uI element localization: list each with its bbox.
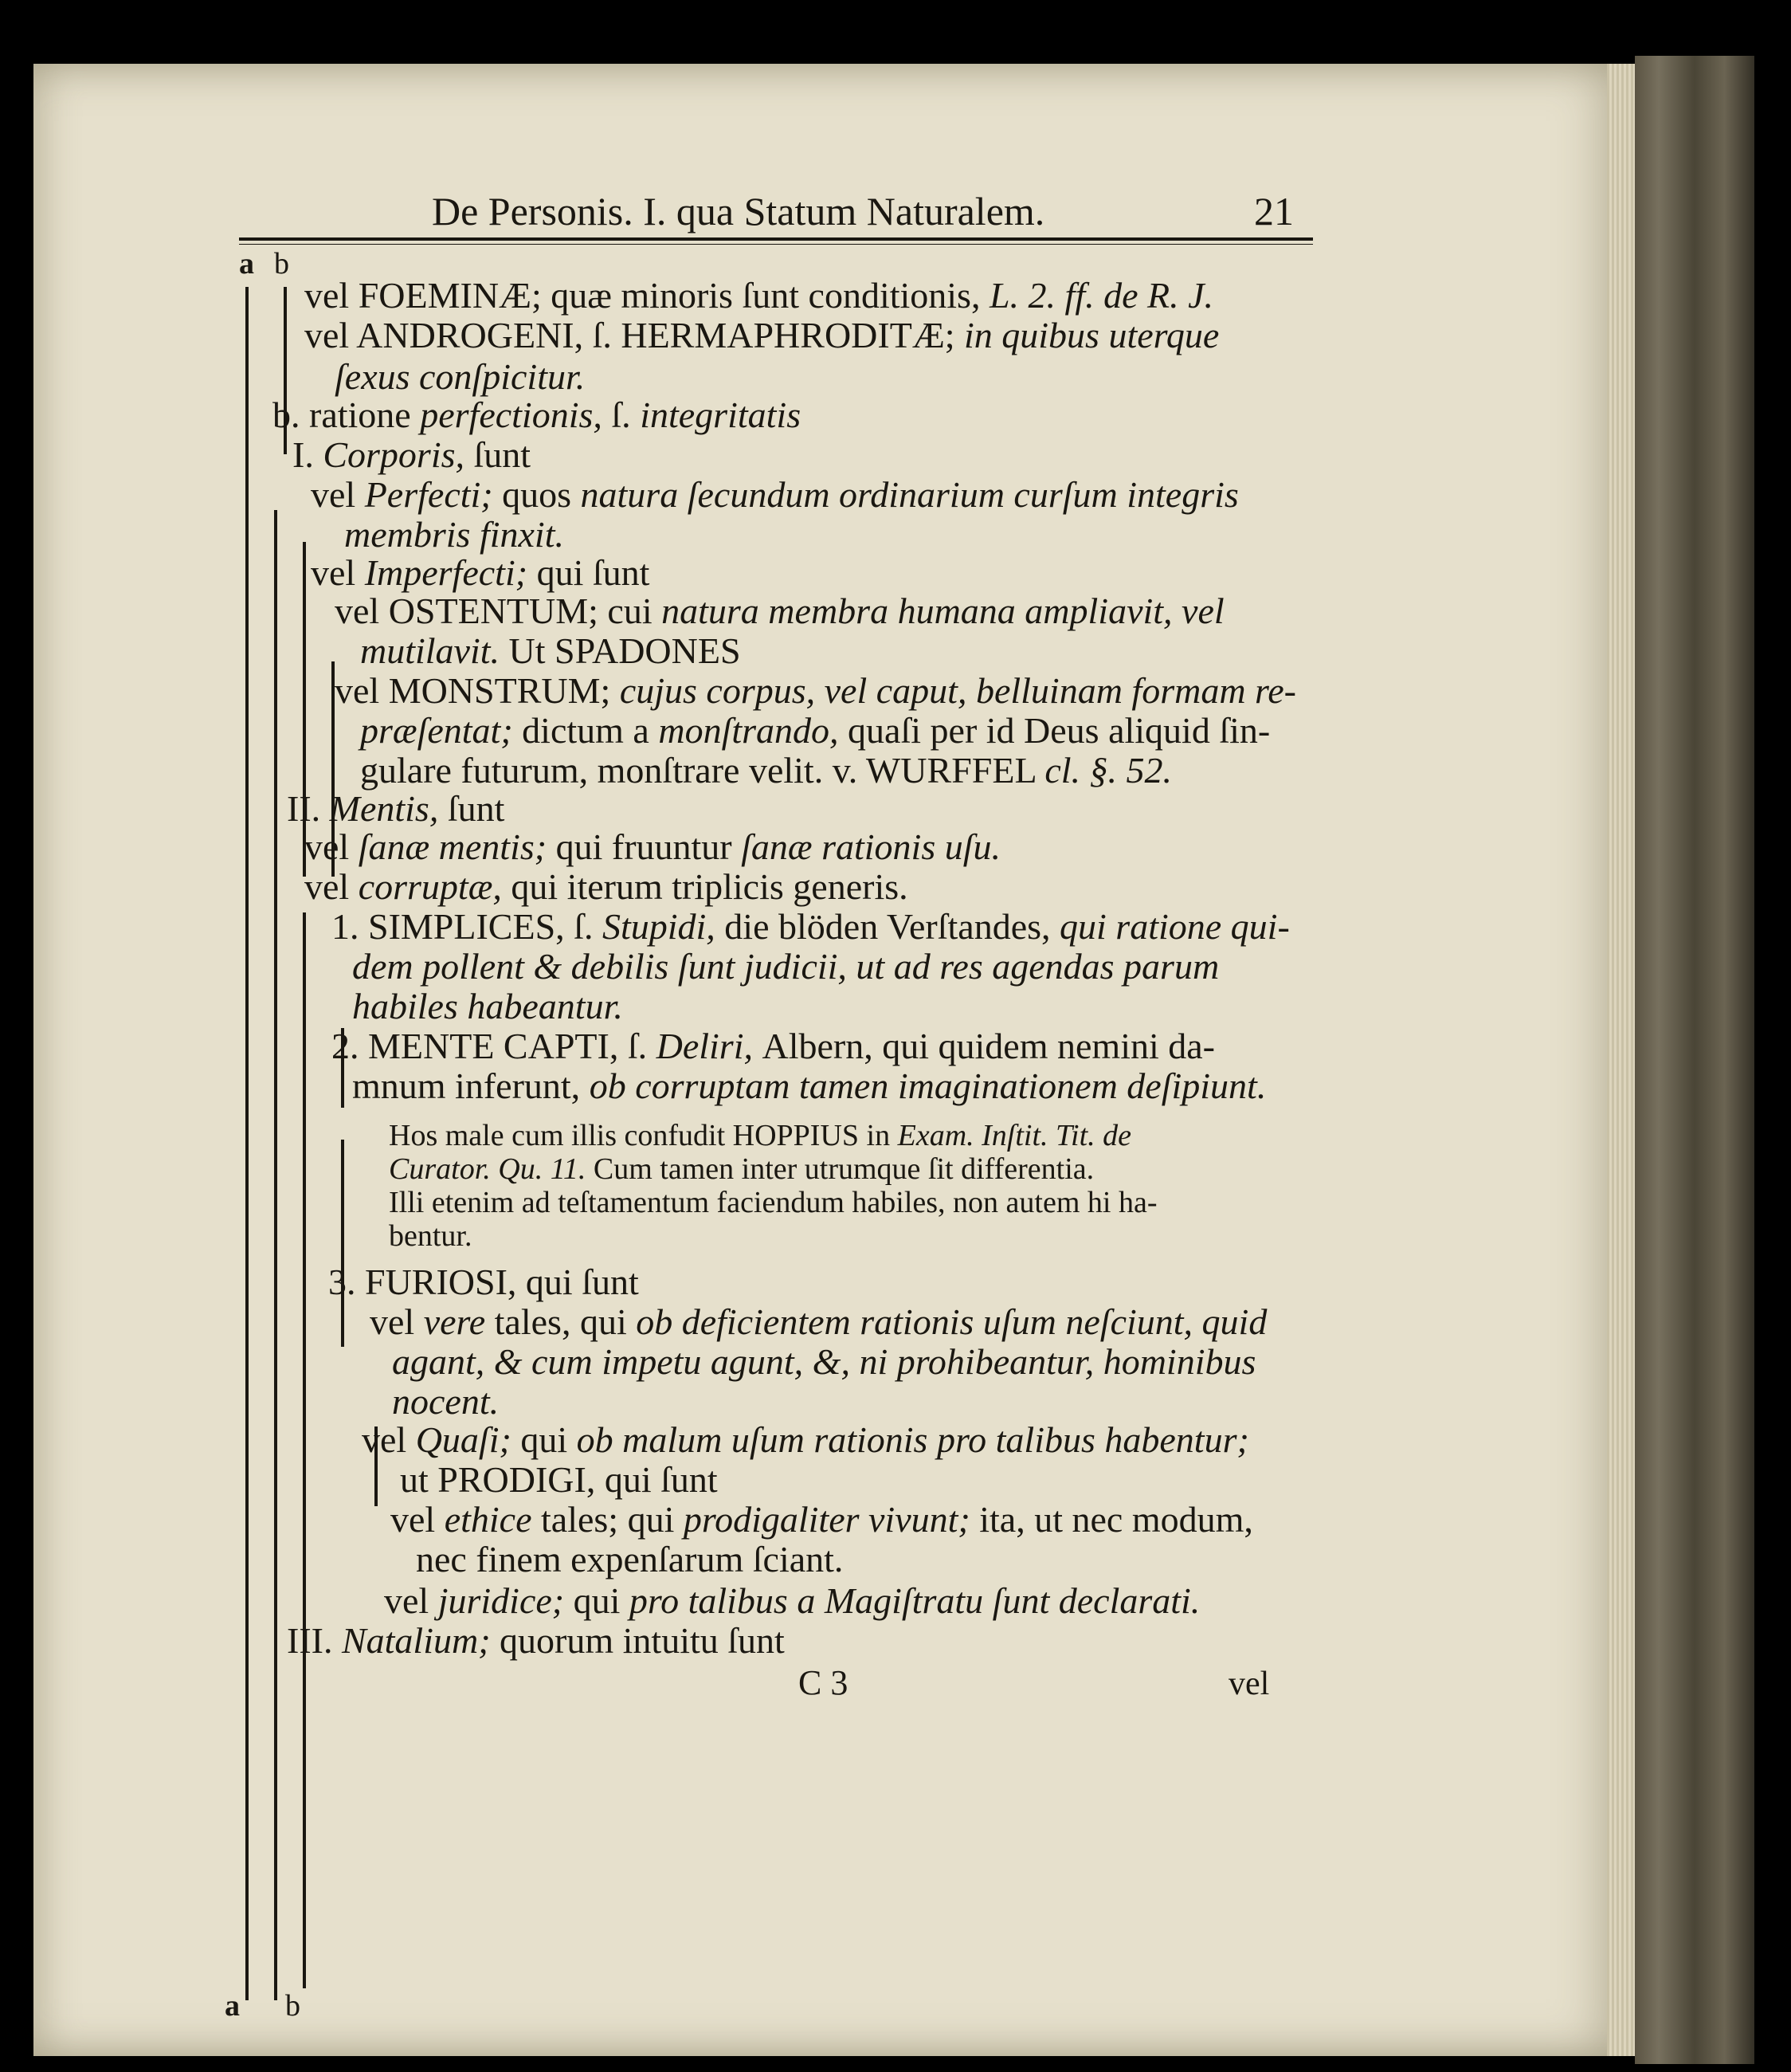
note-line-1: Hos male cum illis confudit HOPPIUS in Exam. Inſtit. Tit. de <box>389 1119 1132 1152</box>
text-line-31: III. Natalium; quorum intuitu ſunt <box>287 1620 785 1661</box>
text-line-13: gulare futurum, monſtrare velit. v. WURFFEL cl. §. 52. <box>360 750 1173 791</box>
text-line-4: b. ratione perfectionis, ſ. integritatis <box>272 394 801 435</box>
header-rule <box>239 237 1313 241</box>
text-line-27: ut PRODIGI, qui ſunt <box>400 1459 718 1500</box>
text-line-20: 2. MENTE CAPTI, ſ. Deliri, Albern, qui quidem nemini da- <box>331 1026 1215 1066</box>
bracket-bar-b <box>274 510 277 2000</box>
text-line-1: vel FOEMINÆ; quæ minoris ſunt conditionis, L. 2. ff. de R. J. <box>304 275 1214 316</box>
text-line-16: vel corruptæ, qui iterum triplicis generis. <box>304 866 908 907</box>
note-line-2: Curator. Qu. 11. Cum tamen inter utrumque ſit differentia. <box>389 1152 1095 1186</box>
text-line-15: vel ſanæ mentis; qui fruuntur ſanæ rationis uſu. <box>304 826 1001 867</box>
book-binding <box>1635 56 1754 2064</box>
margin-letter-a-bottom: a <box>225 1989 240 2023</box>
page-number: 21 <box>1254 189 1294 233</box>
text-line-23: vel vere tales, qui ob deficientem rationis uſum neſciunt, quid <box>370 1301 1268 1342</box>
note-line-4: bentur. <box>389 1219 472 1253</box>
text-line-17: 1. SIMPLICES, ſ. Stupidi, die blöden Verſtandes, qui ratione qui- <box>331 906 1290 947</box>
text-line-12: præſentat; dictum a monſtrando, quaſi per id Deus aliquid ſin- <box>360 710 1271 751</box>
text-line-2: vel ANDROGENI, ſ. HERMAPHRODITÆ; in quibus uterque <box>304 315 1220 355</box>
text-line-7: membris finxit. <box>344 514 564 555</box>
margin-letter-b-bottom: b <box>285 1989 300 2023</box>
catchword: vel <box>1229 1666 1270 1702</box>
bracket-bar-a <box>245 287 249 2000</box>
bracket-bar-mentis <box>303 912 306 1988</box>
text-line-9: vel OSTENTUM; cui natura membra humana ampliavit, vel <box>335 591 1225 631</box>
page-edges <box>1607 64 1635 2056</box>
text-line-11: vel MONSTRUM; cujus corpus, vel caput, belluinam formam re- <box>335 670 1296 711</box>
text-line-21: mnum inferunt, ob corruptam tamen imaginationem deſipiunt. <box>352 1065 1267 1106</box>
margin-letter-b-top: b <box>274 247 289 281</box>
text-line-8: vel Imperfecti; qui ſunt <box>311 552 650 593</box>
text-line-18: dem pollent & debilis ſunt judicii, ut ad res agendas parum <box>352 946 1220 987</box>
text-line-29: nec finem expenſarum ſciant. <box>416 1539 844 1580</box>
text-line-24: agant, & cum impetu agunt, &, ni prohibeantur, hominibus <box>392 1341 1256 1382</box>
note-line-3: Illi etenim ad teſtamentum faciendum habiles, non autem hi ha- <box>389 1186 1158 1219</box>
text-line-3: ſexus conſpicitur. <box>335 356 586 397</box>
bracket-bar-mente-capti <box>341 1140 344 1347</box>
running-title: De Personis. I. qua Statum Naturalem. <box>432 189 1045 233</box>
text-line-25: nocent. <box>392 1381 500 1422</box>
text-line-28: vel ethice tales; qui prodigaliter vivunt; ita, ut nec modum, <box>390 1499 1253 1540</box>
text-line-14: II. Mentis, ſunt <box>287 788 505 829</box>
text-line-26: vel Quaſi; qui ob malum uſum rationis pro talibus habentur; <box>362 1419 1249 1460</box>
text-line-10: mutilavit. Ut SPADONES <box>360 630 741 671</box>
margin-letter-a-top: a <box>239 247 254 281</box>
signature-mark: C 3 <box>798 1663 848 1702</box>
text-line-30: vel juridice; qui pro talibus a Magiſtratu ſunt declarati. <box>384 1580 1201 1621</box>
book-page <box>33 64 1635 2056</box>
text-line-19: habiles habeantur. <box>352 986 623 1026</box>
text-line-6: vel Perfecti; quos natura ſecundum ordinarium curſum integris <box>311 474 1239 515</box>
text-line-22: 3. FURIOSI, qui ſunt <box>328 1262 639 1302</box>
text-line-5: I. Corporis, ſunt <box>292 434 531 475</box>
header-rule-thin <box>239 244 1313 245</box>
